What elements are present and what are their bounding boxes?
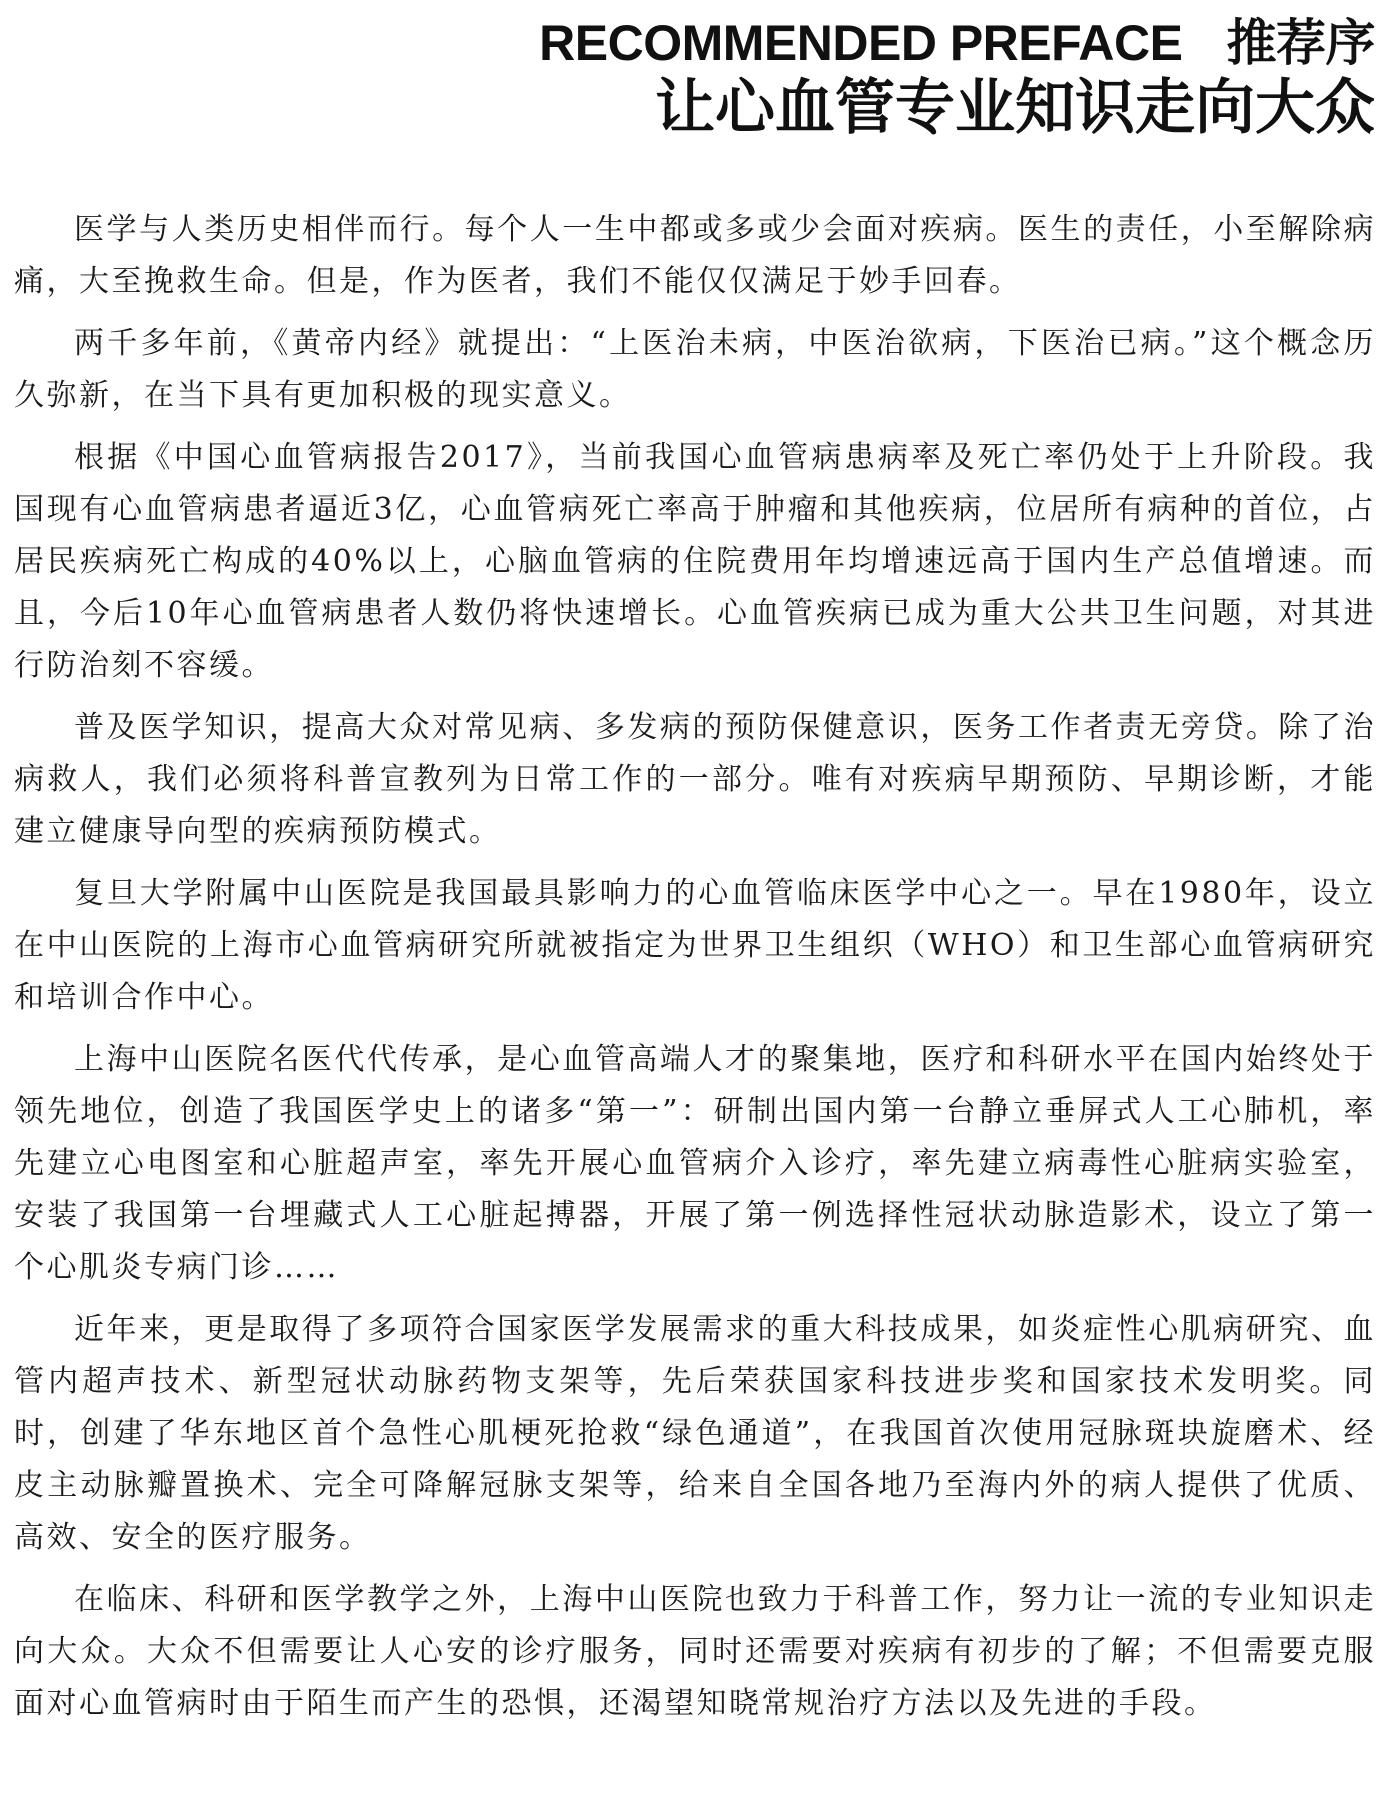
paragraph-3: 根据《中国心血管病报告2017》，当前我国心血管病患病率及死亡率仍处于上升阶段。我国现有心血管病患者逼近3亿，心血管病死亡率高于肿瘤和其他疾病，位居所有病种的首位，占居民疾病死亡构成的40%以上，心脑血管病的住院费用年均增速远高于国内生产总值增速。而且，今后10年心血管病患者人数仍将快速增长。心血管疾病已成为重大公共卫生问题，对其进行防治刻不容缓。 [14, 440, 1376, 683]
paragraph-5: 复旦大学附属中山医院是我国最具影响力的心血管临床医学中心之一。早在1980年，设立在中山医院的上海市心血管病研究所就被指定为世界卫生组织（WHO）和卫生部心血管病研究和培训合作中心。 [14, 876, 1376, 1015]
page-header [539, 14, 1375, 144]
paragraph-1: 医学与人类历史相伴而行。每个人一生中都或多或少会面对疾病。医生的责任，小至解除病痛，大至挽救生命。但是，作为医者，我们不能仅仅满足于妙手回春。 [14, 212, 1376, 299]
section-label [539, 14, 1375, 72]
section-label-en: RECOMMENDED PREFACE [539, 15, 1183, 71]
section-label-cn: 推荐序 [1226, 15, 1375, 71]
paragraph-6: 上海中山医院名医代代传承，是心血管高端人才的聚集地，医疗和科研水平在国内始终处于领先地位，创造了我国医学史上的诸多“第一”：研制出国内第一台静立垂屏式人工心肺机，率先建立心电图室和心脏超声室，率先开展心血管病介入诊疗，率先建立病毒性心脏病实验室，安装了我国第一台埋藏式人工心脏起搏器，开展了第一例选择性冠状动脉造影术，设立了第一个心肌炎专病门诊…… [14, 1042, 1376, 1285]
paragraph-2: 两千多年前，《黄帝内经》就提出：“上医治未病，中医治欲病，下医治已病。”这个概念历久弥新，在当下具有更加积极的现实意义。 [14, 326, 1376, 413]
body-text [14, 204, 1376, 1740]
paragraph-8: 在临床、科研和医学教学之外，上海中山医院也致力于科普工作，努力让一流的专业知识走向大众。大众不但需要让人心安的诊疗服务，同时还需要对疾病有初步的了解；不但需要克服面对心血管病时由于陌生而产生的恐惧，还渴望知晓常规治疗方法以及先进的手段。 [14, 1582, 1376, 1721]
paragraph-7: 近年来，更是取得了多项符合国家医学发展需求的重大科技成果，如炎症性心肌病研究、血管内超声技术、新型冠状动脉药物支架等，先后荣获国家科技进步奖和国家技术发明奖。同时，创建了华东地区首个急性心肌梗死抢救“绿色通道”，在我国首次使用冠脉斑块旋磨术、经皮主动脉瓣置换术、完全可降解冠脉支架等，给来自全国各地乃至海内外的病人提供了优质、高效、安全的医疗服务。 [14, 1312, 1376, 1555]
page-title: 让心血管专业知识走向大众 [655, 74, 1375, 141]
paragraph-4: 普及医学知识，提高大众对常见病、多发病的预防保健意识，医务工作者责无旁贷。除了治病救人，我们必须将科普宣教列为日常工作的一部分。唯有对疾病早期预防、早期诊断，才能建立健康导向型的疾病预防模式。 [14, 710, 1376, 849]
